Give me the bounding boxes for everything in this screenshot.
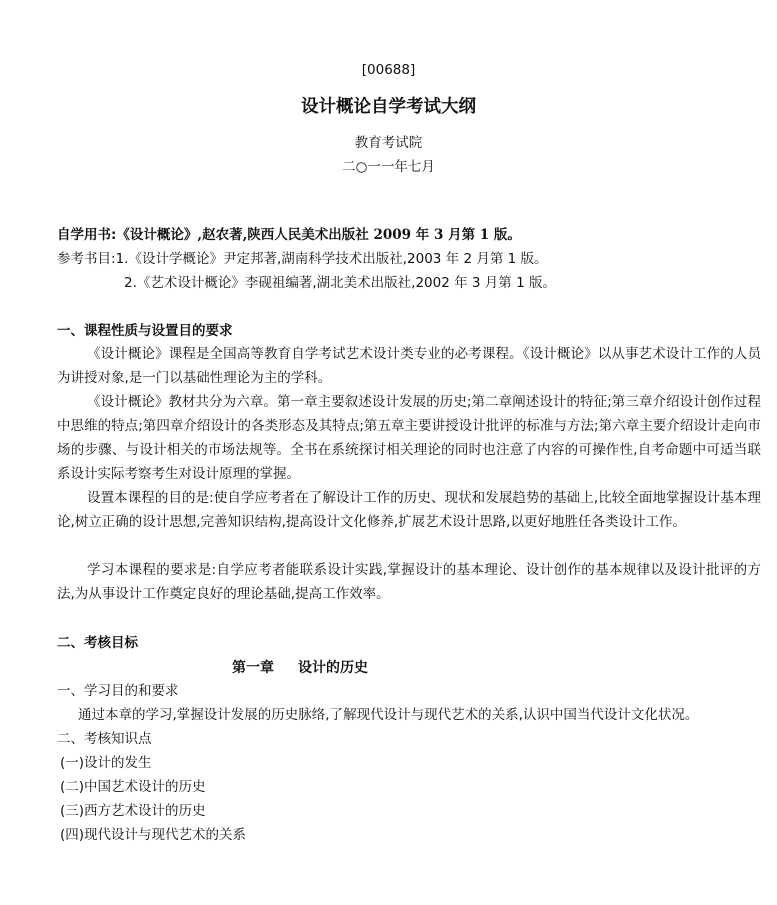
section-1-heading: 一、课程性质与设置目的要求 <box>57 323 233 339</box>
subsection-1-text: 通过本章的学习,掌握设计发展的历史脉络,了解现代设计与现代艺术的关系,认识中国当代设计文化状况。 <box>78 707 699 723</box>
reference-item-1: 1.《设计学概论》尹定邦著,湖南科学技术出版社,2003 年 2 月第 1 版。 <box>115 251 548 267</box>
section-1-paragraph-2: 《设计概论》教材共分为六章。第一章主要叙述设计发展的历史;第二章阐述设计的特征;第三章介绍设计创作过程中思维的特点;第四章介绍设计的各类形态及其特点;第五章主要讲授设计批评的标准与方法;第六章主要介绍设计走向市场的步骤、与设计相关的市场法规等。全书在系统探讨相关理论的同时也注意了内容的可操作性,自考命题中可适当联系设计实际考察考生对设计原理的掌握。 <box>57 394 761 482</box>
section-1-paragraph-3: 设置本课程的目的是:使自学应考者在了解设计工作的历史、现状和发展趋势的基础上,比较全面地掌握设计基本理论,树立正确的设计思想,完善知识结构,提高设计文化修养,扩展艺术设计思路,以更好地胜任各类设计工作。 <box>57 490 761 530</box>
main-textbook-text: 《设计概论》,赵农著,陕西人民美术出版社 2009 年 3 月第 1 版。 <box>116 227 521 243</box>
reference-item-2: 2.《艺术设计概论》李砚祖编著,湖北美术出版社,2002 年 3 月第 1 版。 <box>124 275 556 291</box>
issuing-organization: 教育考试院 <box>354 135 423 151</box>
main-textbook-line <box>57 226 521 244</box>
subsection-1-heading: 一、学习目的和要求 <box>57 683 179 699</box>
section-2-heading: 二、考核目标 <box>57 635 138 651</box>
knowledge-point-4: (四)现代设计与现代艺术的关系 <box>60 827 247 843</box>
knowledge-point-1: (一)设计的发生 <box>60 755 152 771</box>
issue-date: 二○一一年七月 <box>342 159 435 175</box>
reference-line-1 <box>57 250 548 268</box>
subsection-2-heading: 二、考核知识点 <box>57 731 152 747</box>
section-1-paragraph-4: 学习本课程的要求是:自学应考者能联系设计实践,掌握设计的基本理论、设计创作的基本规律以及设计批评的方法,为从事设计工作奠定良好的理论基础,提高工作效率。 <box>57 562 761 602</box>
section-1-paragraph-1: 《设计概论》课程是全国高等教育自学考试艺术设计类专业的必考课程。《设计概论》以从事艺术设计工作的人员为讲授对象,是一门以基础性理论为主的学科。 <box>57 346 761 386</box>
main-textbook-label: 自学用书: <box>57 227 117 243</box>
knowledge-point-2: (二)中国艺术设计的历史 <box>60 779 206 795</box>
chapter-heading <box>232 657 368 677</box>
chapter-title: 设计的历史 <box>298 660 368 676</box>
document-title: 设计概论自学考试大纲 <box>301 97 476 117</box>
knowledge-point-3: (三)西方艺术设计的历史 <box>60 803 206 819</box>
reference-label: 参考书目: <box>57 251 116 267</box>
course-code: [00688] <box>361 62 416 78</box>
chapter-number: 第一章 <box>232 660 274 676</box>
